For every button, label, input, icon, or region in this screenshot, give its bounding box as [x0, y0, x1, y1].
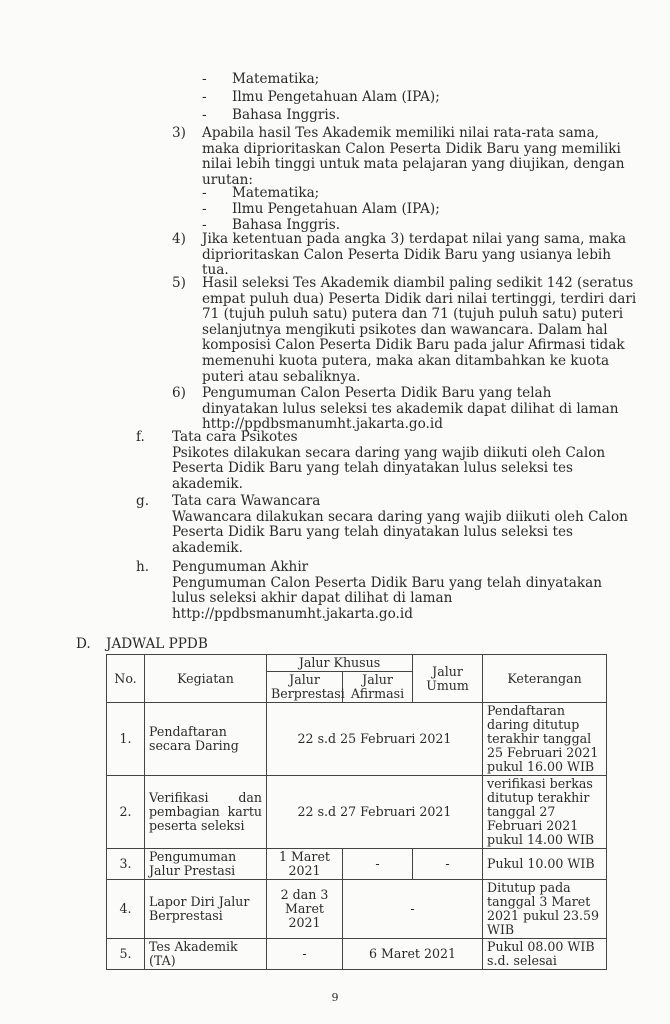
- list-item: Matematika;: [232, 185, 320, 201]
- list-item: Ilmu Pengetahuan Alam (IPA);: [232, 201, 440, 217]
- section-h: Pengumuman Akhir Pengumuman Calon Peserta Didik Baru yang telah dinyatakan lulus seleksi akhir dapat dilihat di laman http://ppdbsmanumht.jakarta.go.id: [172, 559, 602, 622]
- page-number: 9: [331, 991, 339, 1004]
- section-title: Pengumuman Akhir: [172, 559, 309, 575]
- list-dash: -: [202, 185, 207, 201]
- item-number: 4): [172, 231, 186, 247]
- list-item: Bahasa Inggris.: [232, 217, 341, 233]
- item-number: 6): [172, 385, 186, 401]
- table-row: 5. Tes Akademik (TA) - 6 Maret 2021 Pukul 08.00 WIB s.d. selesai: [107, 939, 607, 970]
- list-item: Ilmu Pengetahuan Alam (IPA);: [232, 89, 440, 105]
- table-row: 2. Verifikasi dan pembagian kartu peserta seleksi 22 s.d 27 Februari 2021 verifikasi berkas ditutup terakhir tanggal 27 Februari 2021 pukul 14.00 WIB: [107, 776, 607, 849]
- table-row: 1. Pendaftaran secara Daring 22 s.d 25 Februari 2021 Pendaftaran daring ditutup terakhir tanggal 25 Februari 2021 pukul 16.00 WIB: [107, 703, 607, 776]
- schedule-table: [106, 654, 607, 970]
- link-ppdb[interactable]: http://ppdbsmanumht.jakarta.go.id: [172, 605, 413, 622]
- item-4-text: Jika ketentuan pada angka 3) terdapat nilai yang sama, maka diprioritaskan Calon Peserta Didik Baru yang usianya lebih tua.: [202, 231, 627, 279]
- section-letter: f.: [136, 429, 145, 445]
- section-g: Tata cara Wawancara Wawancara dilakukan secara daring yang wajib diikuti oleh Calon Peserta Didik Baru yang telah dinyatakan lulus seleksi tes akademik.: [172, 493, 628, 556]
- header-no: No.: [107, 655, 145, 703]
- list-item: Matematika;: [232, 71, 320, 87]
- list-dash: -: [202, 89, 207, 105]
- list-dash: -: [202, 107, 207, 123]
- list-dash: -: [202, 71, 207, 87]
- item-6-text: Pengumuman Calon Peserta Didik Baru yang telah dinyatakan lulus seleksi tes akademik dapat dilihat di laman http://ppdbsmanumht.jakarta.go.id: [202, 385, 619, 433]
- list-dash: -: [202, 201, 207, 217]
- item-3-text: Apabila hasil Tes Akademik memiliki nilai rata-rata sama, maka diprioritaskan Calon Peserta Didik Baru yang memiliki nilai lebih tinggi untuk mata pelajaran yang diujikan, dengan urutan:: [202, 125, 625, 188]
- section-letter: g.: [136, 493, 150, 509]
- item-number: 5): [172, 275, 186, 291]
- table-row: 3. Pengumuman Jalur Prestasi 1 Maret 2021 - - Pukul 10.00 WIB: [107, 849, 607, 880]
- header-jalur-umum: Jalur Umum: [413, 655, 483, 703]
- header-jalur-afirmasi: Jalur Afirmasi: [343, 672, 413, 703]
- list-dash: -: [202, 217, 207, 233]
- item-number: 3): [172, 125, 186, 141]
- header-jalur-khusus: Jalur Khusus: [267, 655, 413, 672]
- header-jalur-prestasi: Jalur Berprestasi: [267, 672, 343, 703]
- section-d-letter: D.: [76, 636, 91, 652]
- link-ppdb[interactable]: http://ppdbsmanumht.jakarta.go.id: [202, 416, 443, 433]
- section-letter: h.: [136, 559, 150, 575]
- table-row: 4. Lapor Diri Jalur Berprestasi 2 dan 3 Maret 2021 - Ditutup pada tanggal 3 Maret 2021 pukul 23.59 WIB: [107, 880, 607, 939]
- section-f: Tata cara Psikotes Psikotes dilakukan secara daring yang wajib diikuti oleh Calon Peserta Didik Baru yang telah dinyatakan lulus seleksi tes akademik.: [172, 429, 606, 492]
- header-kegiatan: Kegiatan: [145, 655, 267, 703]
- item-5-text: Hasil seleksi Tes Akademik diambil paling sedikit 142 (seratus empat puluh dua) Peserta Didik dari nilai tertinggi, terdiri dari 71 (tujuh puluh satu) putera dan 71 (tujuh puluh satu) puteri selanjutnya mengikuti psikotes dan wawancara. Dalam hal komposisi Calon Peserta Didik Baru pada jalur Afirmasi tidak memenuhi kuota putera, maka akan ditambahkan ke kuota puteri atau sebaliknya.: [202, 275, 637, 385]
- section-title: Tata cara Wawancara: [172, 493, 321, 509]
- header-keterangan: Keterangan: [483, 655, 607, 703]
- section-d-title: JADWAL PPDB: [106, 636, 208, 652]
- list-item: Bahasa Inggris.: [232, 107, 341, 123]
- section-title: Tata cara Psikotes: [172, 429, 298, 445]
